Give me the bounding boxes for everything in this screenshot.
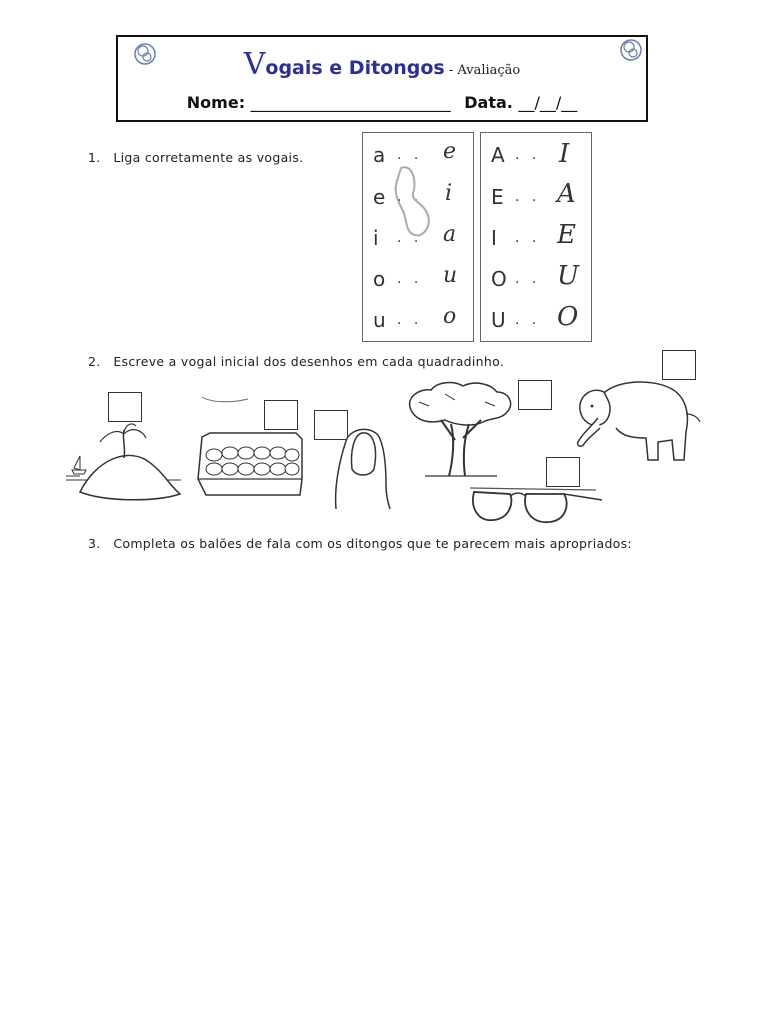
match-dots[interactable]: . . — [515, 189, 541, 205]
vowel-script: i — [445, 181, 453, 206]
vowel-right: O — [491, 267, 507, 291]
vowel-script: I — [559, 139, 570, 169]
worksheet-title — [118, 47, 646, 82]
vowel-right: I — [491, 226, 497, 250]
match-dots[interactable]: . . — [515, 230, 541, 246]
vowel-right: U — [491, 308, 506, 332]
glasses-picture — [466, 480, 606, 530]
vowel-right: E — [491, 185, 504, 209]
question-text: Completa os balões de fala com os ditongos que te parecem mais apropriados: — [113, 536, 632, 551]
name-field[interactable]: _________________________ — [250, 93, 451, 112]
vowel-script: E — [557, 220, 576, 250]
finger-nail-picture — [330, 425, 400, 509]
vowel-script: O — [557, 302, 579, 332]
vowel-script: A — [557, 179, 576, 209]
question-text: Escreve a vogal inicial dos desenhos em cada quadradinho. — [113, 354, 505, 369]
title-suffix: - Avaliação — [444, 63, 521, 78]
vowel-script: a — [443, 222, 457, 247]
worksheet-header — [116, 35, 648, 122]
match-dots[interactable]: . . — [515, 271, 541, 287]
question-1 — [88, 150, 303, 165]
vowel-table-lowercase — [362, 132, 474, 342]
egg-carton-picture — [192, 395, 310, 503]
vowel-script: u — [443, 263, 458, 288]
vowel-table-uppercase — [480, 132, 592, 342]
name-date-line — [118, 93, 646, 112]
elephant-picture — [570, 378, 704, 464]
match-dots[interactable]: . . — [397, 271, 423, 287]
vowel-left: a — [373, 143, 386, 167]
answer-box-tree[interactable] — [518, 380, 552, 410]
vowel-left: e — [373, 185, 386, 209]
answer-box-island[interactable] — [108, 392, 142, 422]
question-3 — [88, 536, 632, 551]
question-number: 1. — [88, 150, 101, 165]
match-dots[interactable]: . . — [397, 189, 423, 205]
question-number: 3. — [88, 536, 101, 551]
vowel-script: o — [443, 304, 457, 329]
vowel-left: o — [373, 267, 386, 291]
name-label: Nome: — [186, 93, 246, 112]
vowel-right: A — [491, 143, 505, 167]
tree-picture — [405, 380, 515, 478]
question-2 — [88, 354, 504, 369]
match-dots[interactable]: . . — [515, 312, 541, 328]
vowel-script: U — [557, 261, 579, 291]
vowel-left: u — [373, 308, 386, 332]
date-label: Data. — [464, 93, 513, 112]
match-dots[interactable]: . . — [515, 147, 541, 163]
match-dots[interactable]: . . — [397, 312, 423, 328]
matching-line-drawn — [393, 163, 443, 243]
answer-box-elephant[interactable] — [662, 350, 696, 380]
island-picture — [66, 420, 186, 502]
question-text: Liga corretamente as vogais. — [113, 150, 304, 165]
date-field[interactable]: __/__/__ — [518, 93, 578, 112]
question-number: 2. — [88, 354, 101, 369]
title-text: ogais e Ditongos — [265, 57, 445, 79]
title-initial: V — [243, 47, 266, 82]
match-dots[interactable]: . . — [397, 147, 423, 163]
vowel-left: i — [373, 226, 379, 250]
match-dots[interactable]: . . — [397, 230, 423, 246]
vowel-script: e — [443, 139, 457, 164]
